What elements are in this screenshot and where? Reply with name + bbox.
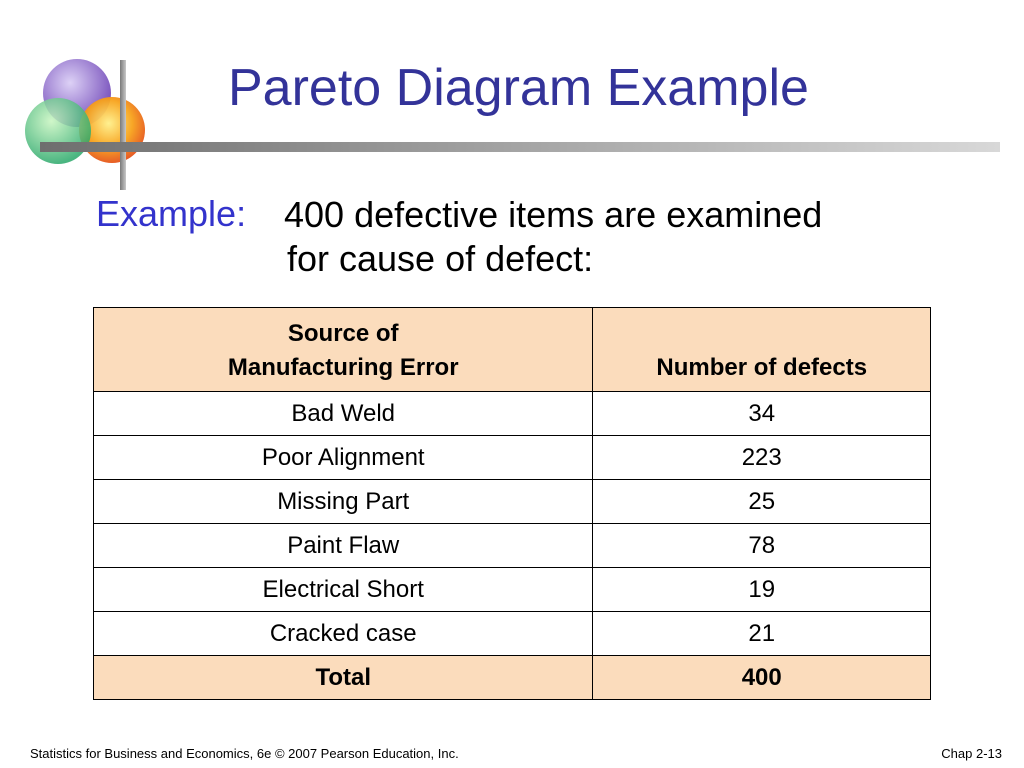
cell-source: Paint Flaw [94,524,593,568]
table-row [94,568,931,612]
vertical-accent-line [120,60,126,190]
header-source-line-2: Manufacturing Error [227,354,459,381]
cell-source: Poor Alignment [94,436,593,480]
example-line-2: for cause of defect: [287,238,594,279]
green-circle [25,98,91,164]
header-number-of-defects: Number of defects [593,308,931,392]
total-count: 400 [593,656,931,700]
decorative-circles-logo [22,55,152,175]
total-label: Total [94,656,593,700]
table-row [94,524,931,568]
cell-count: 78 [593,524,931,568]
cell-source: Cracked case [94,612,593,656]
footer-page-number: Chap 2-13 [941,746,1002,761]
cell-source: Missing Part [94,480,593,524]
table-row [94,436,931,480]
header-source [94,308,593,392]
example-label: Example: [96,193,247,234]
table-header-row [94,308,931,392]
cell-count: 19 [593,568,931,612]
cell-count: 25 [593,480,931,524]
slide-title: Pareto Diagram Example [228,59,809,117]
cell-count: 21 [593,612,931,656]
defects-table [93,307,931,700]
table-row [94,612,931,656]
footer-copyright: Statistics for Business and Economics, 6e © 2007 Pearson Education, Inc. [30,746,459,761]
table-total-row [94,656,931,700]
cell-count: 34 [593,392,931,436]
example-line-1: 400 defective items are examined [284,194,823,235]
cell-source: Electrical Short [94,568,593,612]
cell-source: Bad Weld [94,392,593,436]
horizontal-accent-line [40,142,1000,152]
cell-count: 223 [593,436,931,480]
header-source-line-1: Source of [287,320,399,347]
table-row [94,480,931,524]
example-text [284,193,924,281]
table-row [94,392,931,436]
